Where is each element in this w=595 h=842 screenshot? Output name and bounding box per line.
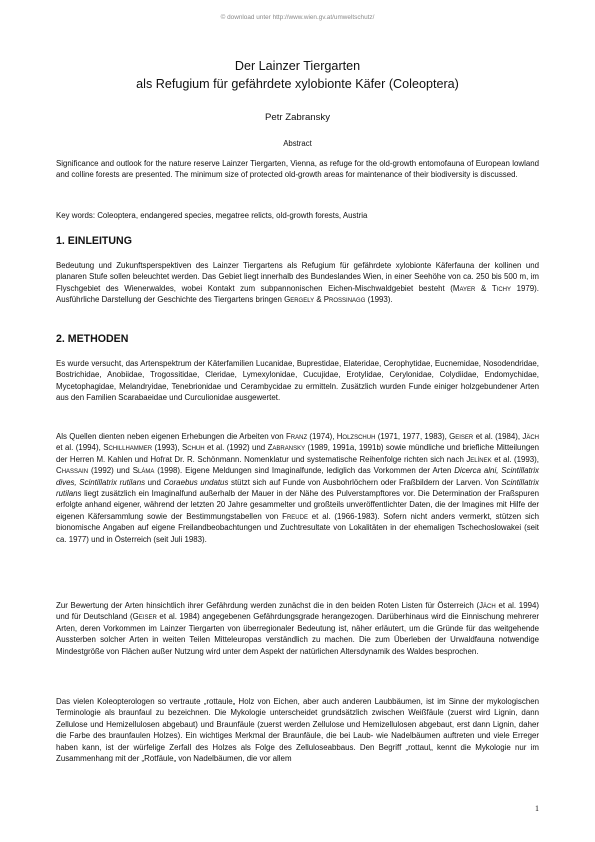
citation-author: Jelínek	[466, 454, 492, 464]
text-run: et al. (1993),	[491, 454, 539, 464]
citation-author: Geiser	[132, 612, 157, 622]
title-line-2: als Refugium für gefährdete xylobionte Käfer (Coleoptera)	[136, 77, 459, 91]
download-url-header: © download unter http://www.wien.gv.at/umweltschutz/	[220, 14, 375, 21]
text-run: liegt zusätzlich ein Imaginalfund außerhalb der Mauer in der Nähe des Pulverstampftores vor. Die Determination der Fraßspuren erfolgte anhand eigener, während der letzten 20 Jahre gesammelter und großteils unveröffentlichter Daten, die der Imagines mit Hilfe der eigenen Käfersammlung sowie der Bestimmungstabellen von	[56, 489, 539, 521]
text-run: &	[314, 295, 324, 305]
abstract-heading: Abstract	[283, 139, 312, 148]
text-run: stützt sich auf Funde von Ausbohrlöchern oder Fraßbildern der Larven. Von	[228, 477, 502, 487]
species-name: Dicerca alni, Scintillatrix dives, Scintillatrix rutilans	[56, 466, 539, 487]
text-run: (1993),	[152, 443, 182, 453]
text-run: (1998). Eigene Meldungen sind Imaginalfunde, lediglich das Vorkommen der Arten	[154, 466, 455, 476]
section-heading-methoden: 2. METHODEN	[56, 333, 129, 345]
citation-author: Tichy	[491, 283, 511, 293]
species-name: Coraebus undatus	[163, 477, 229, 487]
text-run: 1979). Ausführliche Darstellung der Geschichte des Tiergartens bringen	[56, 283, 539, 305]
keywords: Key words: Coleoptera, endangered species, megatree relicts, old-growth forests, Austria	[56, 211, 368, 220]
text-run: (1974),	[307, 432, 337, 441]
text-run: Bedeutung und Zukunftsperspektiven des Lainzer Tiergartens als Refugium für gefährdete xylobionte Käferfauna der kollinen und planaren Stufe sollen beleuchtet werden. Das Gebiet liegt innerhalb des Bundeslandes Wien, in einer Seehöhe von ca. 250 bis 500 m, im Flyschgebiet des Wienerwaldes, wobei Kontakt zum subpannonischen Eichen-Mischwaldgebiet besteht (	[56, 261, 539, 293]
paper-title	[0, 57, 595, 93]
text-run: (1971, 1977, 1983),	[375, 432, 450, 441]
page-number: 1	[535, 804, 539, 813]
citation-author: Schillhammer	[103, 443, 153, 453]
text-run: et al. (1984),	[473, 432, 523, 441]
citation-author: Chassain	[56, 466, 89, 476]
citation-author: Jäch	[479, 601, 496, 610]
citation-author: Zabransky	[267, 443, 306, 453]
citation-author: Sláma	[132, 466, 155, 476]
citation-author: Prossinagg	[323, 295, 366, 305]
methoden-paragraph-2	[56, 431, 539, 545]
text-run: et al. 1994) und für Deutschland (	[56, 601, 539, 622]
citation-author: Schuh	[181, 443, 205, 453]
text-run: et al. (1994),	[56, 443, 104, 453]
text-run: et al. 1984) angegebenen Gefährdungsgrade herangezogen. Darüberhinaus wird die Einnischung mehrerer Arten, deren Vorkommen im Lainzer Tiergarten von überregionaler Bedeutung ist, näher erläutert, um die Gründe für das weitgehende Aussterben solcher Arten in weiten Teilen Mitteleuropas verständlich zu machen. Die zum Überleben der Urwaldfauna notwendige Mindestgröße von Flächen außer Nutzung wird unter dem Aspekt der natürlichen Altersdynamik des Waldes besprochen.	[56, 612, 539, 656]
citation-author: Mayer	[452, 283, 476, 293]
text-run: (1993).	[365, 295, 393, 305]
text-run: Als Quellen dienten neben eigenen Erhebungen die Arbeiten von	[56, 432, 286, 441]
title-line-1: Der Lainzer Tiergarten	[234, 59, 361, 73]
citation-author: Franz	[285, 432, 308, 441]
citation-author: Holzschuh	[336, 432, 376, 441]
text-run: und	[145, 477, 164, 487]
einleitung-paragraph	[56, 260, 539, 306]
section-heading-einleitung: 1. EINLEITUNG	[56, 235, 132, 247]
citation-author: Jäch	[522, 432, 539, 441]
methoden-paragraph-4: Das vielen Koleopterologen so vertraute „rottaule„ Holz von Eichen, aber auch anderen Laubbäumen, ist im Sinne der mykologischen Terminologie als braunfaul zu bezeichnen. Die Mykologie unterscheidet grundsätzlich zwischen Weißfäule (zuerst wird Lignin, dann Zellulose und Hemizellulosen abgebaut) und Braunfäule (zuerst werden Zellulose und Hemizellulosen abgebaut, erst dann Lignin, daher die Farbe des braunfaulen Holzes). Ein wichtiges Merkmal der Braunfäule, die bei Laub- wie Nadelbäumen auftreten und viele Erreger haben kann, ist der würfelige Zerfall des Holzes als Folge des Zelluloseabbaus. Den Begriff „rottaul„ kennt die Mykologie nur im Zusammenhang mit der „Rotfäule„ von Nadelbäumen, die vor allem	[56, 697, 539, 764]
text-run: (1989, 1991a, 1991b) sowie mündliche und briefliche Mitteilungen der Herren M. Kahlen und Hofrat Dr. R. Schönmann. Nomenklatur und systematische Reihenfolge richten sich nach	[56, 443, 540, 464]
citation-author: Gergely	[284, 295, 315, 305]
text-run: Zur Bewertung der Arten hinsichtlich ihrer Gefährdung werden zunächst die in den beiden Roten Listen für Österreich (	[56, 601, 480, 610]
abstract-text: Significance and outlook for the nature reserve Lainzer Tiergarten, Vienna, as refuge for the old-growth entomofauna of European lowland and colline forests are presented. The minimum size of protected old-growth areas for maintenance of their biodiversity is discussed.	[56, 159, 539, 180]
citation-author: Geiser	[449, 432, 474, 441]
text-run: et al. (1992) und	[204, 443, 268, 453]
methoden-paragraph-3	[56, 600, 539, 657]
text-run: &	[475, 283, 492, 293]
methoden-paragraph-1: Es wurde versucht, das Artenspektrum der Käterfamilien Lucanidae, Buprestidae, Elateridae, Cerophytidae, Eucnemidae, Nosodendridae, Bostrichidae, Anobiidae, Trogossitidae, Cleridae, Lymexylonidae, Cucujidae, Erotylidae, Cerylonidae, Colydiidae, Endomychidae, Mycetophagidae, Melandryidae, Tenebrionidae und Cerambycidae zu ermitteln. Zusätzlich wurden Funde einiger holzgebundener Arten aus den Familien Scarabaeidae und Curculionidae ausgewertet.	[56, 359, 539, 403]
text-run: et al. (1966-1983). Sofern nicht anders vermerkt, stützen sich bionomische Angaben auf eigene Freilandbeobachtungen und Zuchtresultate von Lokalitäten in der ehemaligen Tschechoslowakei (seit ca. 1977) und in Österreich (seit Juli 1983).	[56, 511, 539, 544]
author-name: Petr Zabransky	[264, 112, 331, 123]
text-run: (1992) und	[88, 466, 133, 476]
citation-author: Freude	[282, 511, 308, 521]
species-name: Scintillatrix rutilans	[56, 477, 539, 499]
